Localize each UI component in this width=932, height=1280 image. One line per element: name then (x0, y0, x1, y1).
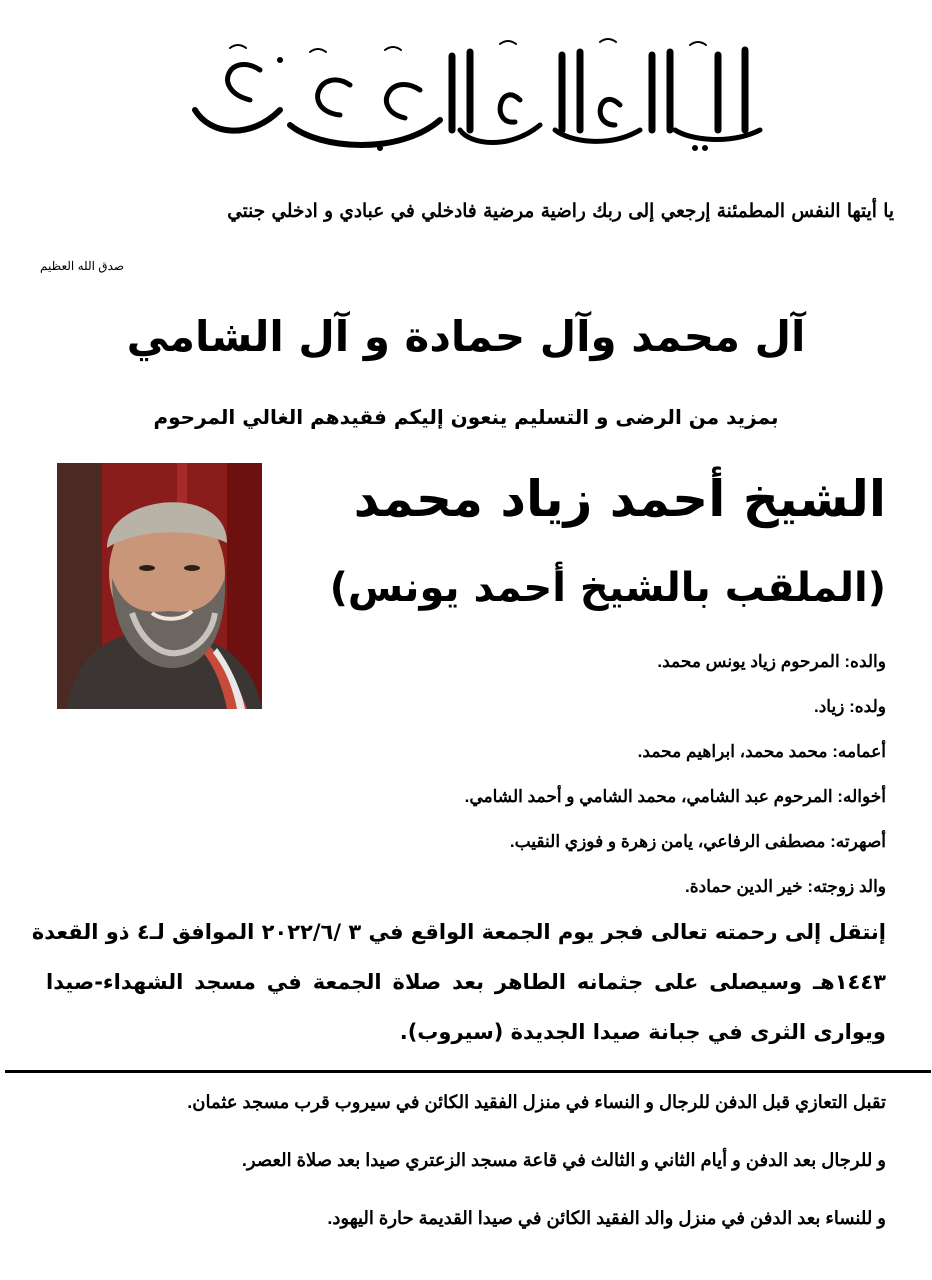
relative-line: والده: المرحوم زياد يونس محمد. (657, 652, 886, 671)
deceased-name: الشيخ أحمد زياد محمد (353, 470, 886, 528)
condolence-line: و للرجال بعد الدفن و أيام الثاني و الثالث في قاعة مسجد الزعتري صيدا بعد صلاة العصر. (241, 1150, 886, 1170)
calligraphy-header (170, 30, 770, 160)
families-heading: آل محمد وآل حمادة و آل الشامي (126, 312, 806, 361)
announcement-intro: بمزيد من الرضى و التسليم ينعون إليكم فقيدهم الغالي المرحوم (153, 405, 779, 429)
condolence-line: تقبل التعازي قبل الدفن للرجال و النساء في منزل الفقيد الكائن في سيروب قرب مسجد عثمان. (187, 1092, 886, 1112)
relative-line: أعمامه: محمد محمد، ابراهيم محمد. (637, 742, 886, 761)
funeral-line: ١٤٤٣هـ وسيصلى على جثمانه الطاهر بعد صلاة الجمعة في مسجد الشهداء-صيدا (46, 970, 886, 994)
relative-line: والد زوجته: خير الدين حمادة. (685, 877, 886, 896)
verse-closing: صدق الله العظيم (40, 259, 125, 273)
funeral-line: إنتقل إلى رحمته تعالى فجر يوم الجمعة الواقع في ٣ /٢٠٢٢/٦ الموافق لـ٤ ذو القعدة (31, 920, 886, 944)
deceased-nickname: (الملقب بالشيخ أحمد يونس) (329, 565, 886, 611)
deceased-photo (57, 463, 262, 709)
divider (5, 1070, 931, 1073)
funeral-line: ويوارى الثرى في جبانة صيدا الجديدة (سيروب). (399, 1020, 886, 1044)
relative-line: أخواله: المرحوم عبد الشامي، محمد الشامي و أحمد الشامي. (464, 787, 886, 806)
quran-verse: يا أيتها النفس المطمئنة إرجعي إلى ربك راضية مرضية فادخلي في عبادي و ادخلي جنتي (227, 200, 894, 222)
relative-line: أصهرته: مصطفى الرفاعي، يامن زهرة و فوزي النقيب. (509, 832, 886, 851)
relative-line: ولده: زياد. (813, 697, 886, 716)
condolence-line: و للنساء بعد الدفن في منزل والد الفقيد الكائن في صيدا القديمة حارة اليهود. (327, 1208, 886, 1228)
